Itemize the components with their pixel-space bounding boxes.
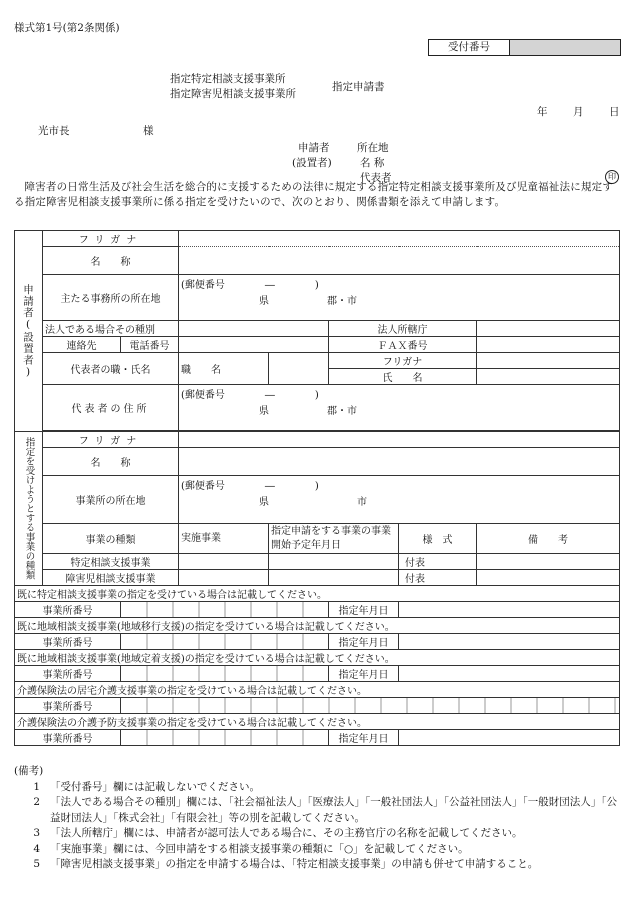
rep-address-field[interactable] <box>179 385 620 431</box>
office-no-field-3[interactable] <box>121 666 329 682</box>
rep-name-label: 氏 名 <box>329 369 477 385</box>
fax-label: ＦＡＸ番号 <box>329 337 477 353</box>
designation-date-label-3: 指定年月日 <box>329 666 399 682</box>
remarks-header: 備 考 <box>477 524 620 554</box>
main-office-label: 主たる事務所の所在地 <box>43 275 179 321</box>
office-city-text: 市 <box>357 497 367 508</box>
biz-type-header: 事業の種類 <box>43 524 179 554</box>
office-name-field[interactable] <box>179 448 620 476</box>
note-item: 3 「法人所轄庁」欄には、申請者が認可法人である場合に、その主務官庁の名称を記載してください。 <box>33 827 523 839</box>
biz-row-specified-implement[interactable] <box>179 554 269 570</box>
corp-office-label: 法人所轄庁 <box>329 321 477 337</box>
contact-label: 連絡先 <box>43 337 121 353</box>
biz-row-child-form: 付表 <box>399 570 477 586</box>
office-no-field-5[interactable] <box>121 730 329 746</box>
rep-name-field[interactable] <box>477 369 620 385</box>
rep-county-city-text: 郡・市 <box>327 406 357 417</box>
designation-date-field-3[interactable] <box>399 666 620 682</box>
main-office-field[interactable] <box>179 275 620 321</box>
designation-date-label-2: 指定年月日 <box>329 634 399 650</box>
designation-date-label-1: 指定年月日 <box>329 602 399 618</box>
date-month: 月 <box>573 106 584 118</box>
date-year: 年 <box>537 106 548 118</box>
notes-heading: (備考) <box>14 765 44 777</box>
tel-label: 電話番号 <box>121 337 179 353</box>
intro-paragraph: 障害者の日常生活及び社会生活を総合的に支援するための法律に規定する指定特定相談支援事業所及び児童福祉法に規定する指定障害児相談支援事業所に係る指定を受けたいので、次のとおり、関係書類を添えて申請します。 <box>14 181 613 208</box>
office-no-label-3: 事業所番号 <box>15 666 121 682</box>
rep-address-label: 代表者の住所 <box>43 385 179 431</box>
biz-row-specified-start[interactable] <box>269 554 399 570</box>
rep-postal-code-text: (郵便番号 ― ) <box>181 390 319 401</box>
rep-prefecture-text: 県 <box>259 406 269 417</box>
addressee: 光市長 <box>38 125 70 137</box>
job-title-field[interactable] <box>269 353 329 385</box>
note-item: 2 「法人である場合その種別」欄には、「社会福祉法人」「医療法人」「一般社団法人」「公益社団法人」「一般財団法人」「公益財団法人」「株式会社」「有限会社」等の別を記載してください。 <box>33 796 617 824</box>
designation-date-field-1[interactable] <box>399 602 620 618</box>
rep-furigana-field[interactable] <box>477 353 620 369</box>
postal-code-text: (郵便番号 ― ) <box>181 280 319 291</box>
office-no-label-4: 事業所番号 <box>15 698 121 714</box>
section-applicant-label: 申請者(設置者) <box>15 231 43 432</box>
title-tail: 指定申請書 <box>332 81 385 93</box>
biz-row-specified-label: 特定相談支援事業 <box>43 554 179 570</box>
date-day: 日 <box>609 106 620 118</box>
title-line-1: 指定特定相談支援事業所 <box>170 73 286 85</box>
existing-note-2: 既に地域相談支援事業(地域移行支援)の指定を受けている場合は記載してください。 <box>15 618 620 634</box>
biz-row-child-implement[interactable] <box>179 570 269 586</box>
furigana-field[interactable] <box>179 231 620 247</box>
biz-row-child-label: 障害児相談支援事業 <box>43 570 179 586</box>
fax-field[interactable] <box>477 337 620 353</box>
office-name-label: 名 称 <box>43 448 179 476</box>
office-furigana-field[interactable] <box>179 432 620 448</box>
name-field[interactable] <box>179 247 620 275</box>
representative-label: 代表者 <box>360 172 392 184</box>
receipt-number-label: 受付番号 <box>429 40 510 55</box>
form-number: 様式第1号(第2条関係) <box>14 22 120 34</box>
style-header: 様 式 <box>399 524 477 554</box>
office-no-field-1[interactable] <box>121 602 329 618</box>
biz-row-child-start[interactable] <box>269 570 399 586</box>
corp-type-field[interactable] <box>179 321 329 337</box>
name-label: 名 称 <box>360 157 385 169</box>
application-table <box>14 230 620 746</box>
rep-title-label: 代表者の職・氏名 <box>43 353 179 385</box>
receipt-number-box <box>428 39 621 56</box>
note-item: 4 「実施事業」欄には、今回申請をする相談支援事業の種類に「○」を記載してください。 <box>33 842 469 855</box>
start-date-header: 指定申請をする事業の事業開始予定年月日 <box>269 524 399 554</box>
office-no-field-2[interactable] <box>121 634 329 650</box>
furigana-label: フリガナ <box>43 231 179 247</box>
prefecture-text: 県 <box>259 296 269 307</box>
designation-date-field-5[interactable] <box>399 730 620 746</box>
section-business-type-label: 指定を受けようとする事業の種類 <box>15 432 43 586</box>
office-address-field[interactable] <box>179 476 620 524</box>
applicant-label: 申請者 <box>298 142 330 154</box>
address-label: 所在地 <box>357 142 389 154</box>
office-no-field-4[interactable] <box>121 698 620 714</box>
title-line-2: 指定障害児相談支援事業所 <box>170 88 296 100</box>
corp-office-field[interactable] <box>477 321 620 337</box>
office-furigana-label: フリガナ <box>43 432 179 448</box>
office-prefecture-text: 県 <box>259 497 269 508</box>
note-item: 1 「受付番号」欄には記載しないでください。 <box>33 780 260 793</box>
addressee-honorific: 様 <box>143 125 154 137</box>
office-postal-code-text: (郵便番号 ― ) <box>181 481 319 492</box>
receipt-number-field[interactable] <box>510 40 620 55</box>
office-no-label-1: 事業所番号 <box>15 602 121 618</box>
designation-date-label-5: 指定年月日 <box>329 730 399 746</box>
notes-section <box>14 764 620 873</box>
biz-row-child-remarks[interactable] <box>477 570 620 586</box>
applicant-sub-label: (設置者) <box>292 157 332 169</box>
existing-note-5: 介護保険法の介護予防支援事業の指定を受けている場合は記載してください。 <box>15 714 620 730</box>
corp-type-label: 法人である場合その種別 <box>43 321 179 337</box>
existing-note-1: 既に特定相談支援事業の指定を受けている場合は記載してください。 <box>15 586 620 602</box>
office-address-label: 事業所の所在地 <box>43 476 179 524</box>
existing-note-4: 介護保険法の居宅介護支援事業の指定を受けている場合は記載してください。 <box>15 682 620 698</box>
office-no-label-5: 事業所番号 <box>15 730 121 746</box>
county-city-text: 郡・市 <box>327 296 357 307</box>
biz-row-specified-form: 付表 <box>399 554 477 570</box>
note-item: 5 「障害児相談支援事業」の指定を申請する場合は、「特定相談支援事業」の申請も併せて申請すること。 <box>33 858 539 870</box>
job-title-label: 職 名 <box>179 353 269 385</box>
biz-row-specified-remarks[interactable] <box>477 554 620 570</box>
existing-note-3: 既に地域相談支援事業(地域定着支援)の指定を受けている場合は記載してください。 <box>15 650 620 666</box>
name-row-label: 名 称 <box>43 247 179 275</box>
seal-icon: 印 <box>605 170 619 184</box>
office-no-label-2: 事業所番号 <box>15 634 121 650</box>
rep-furigana-label: フリガナ <box>329 353 477 369</box>
tel-field[interactable] <box>179 337 329 353</box>
implement-header: 実施事業 <box>179 524 269 554</box>
designation-date-field-2[interactable] <box>399 634 620 650</box>
